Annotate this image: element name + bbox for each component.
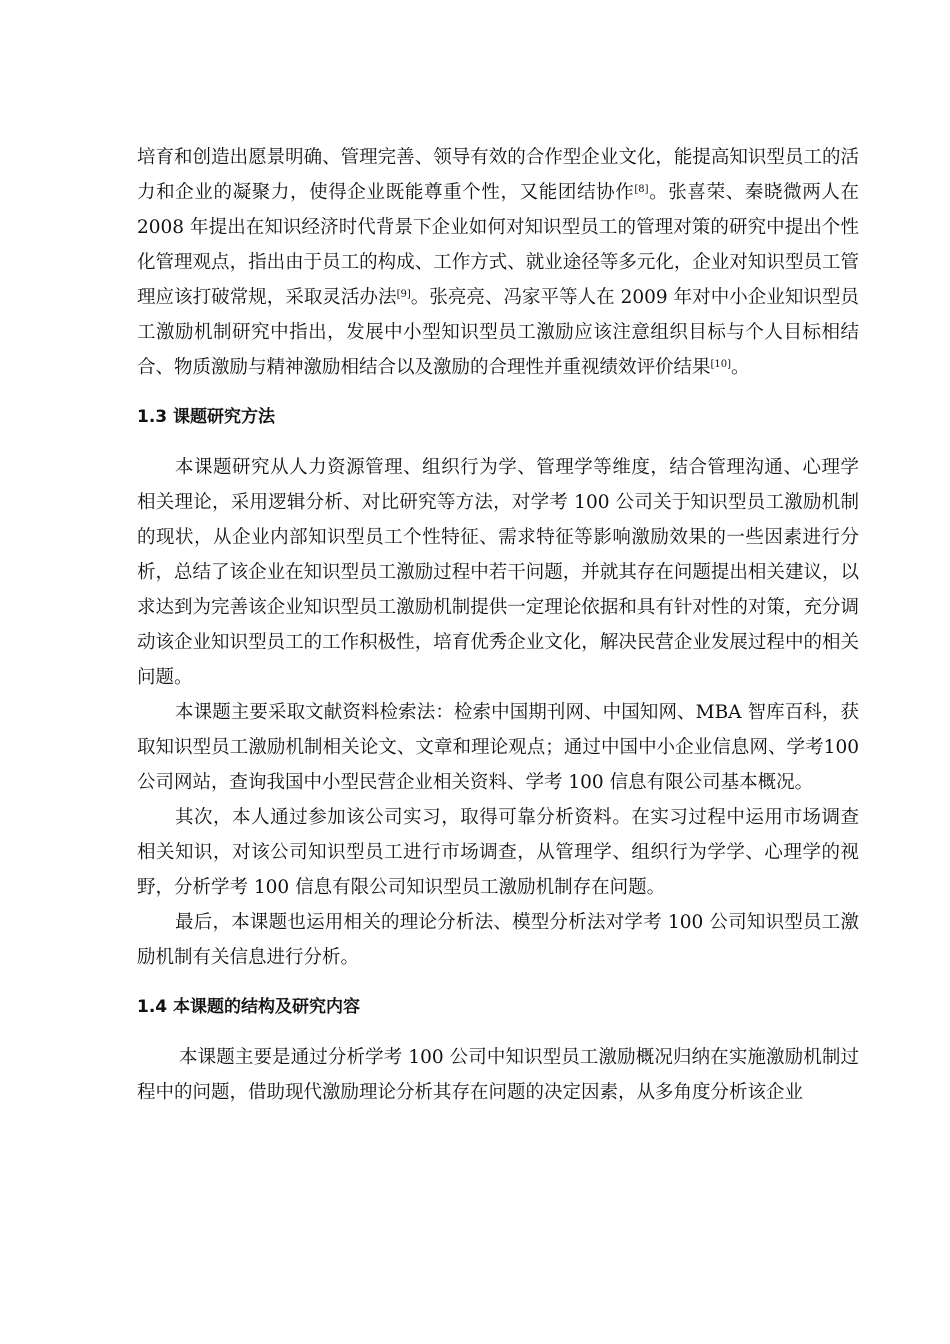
section-heading-1-3: 1.3 课题研究方法 — [137, 407, 276, 427]
intro-text-a: 培育和创造出愿景明确、管理完善、领导有效的合作型企业文化，能提高知识型员工的活力和企业的凝聚力，使得企业既能尊重个性，又能团结协作 — [137, 147, 859, 203]
section-heading-1-4: 1.4 本课题的结构及研究内容 — [137, 997, 361, 1017]
section-1-3-paragraph-1: 本课题研究从人力资源管理、组织行为学、管理学等维度，结合管理沟通、心理学相关理论，采用逻辑分析、对比研究等方法，对学考 100 公司关于知识型员工激励机制的现状，从企业内部知识型员工个性特征、需求特征等影响激励效果的一些因素进行分析，总结了该企业在知识型员工激励过程中若干问题，并就其存在问题提出相关建议，以求达到为完善该企业知识型员工激励机制提供一定理论依据和具有针对性的对策，充分调动该企业知识型员工的工作积极性，培育优秀企业文化，解决民营企业发展过程中的相关问题。 — [137, 457, 859, 688]
citation-10: [10] — [710, 359, 732, 370]
section-1-4-paragraph-1: 本课题主要是通过分析学考 100 公司中知识型员工激励概况归纳在实施激励机制过程中的问题，借助现代激励理论分析其存在问题的决定因素，从多角度分析该企业 — [137, 1047, 859, 1103]
intro-paragraph — [137, 140, 859, 385]
intro-text-d: 。 — [731, 357, 750, 378]
intro-text-b: 。张喜荣、秦晓微两人在 2008 年提出在知识经济时代背景下企业如何对知识型员工的管理对策的研究中提出个性化管理观点，指出由于员工的构成、工作方式、就业途径等多元化，企业对知识型员工管理应该打破常规，采取灵活办法 — [137, 182, 859, 308]
section-1-3-paragraph-3: 其次，本人通过参加该公司实习，取得可靠分析资料。在实习过程中运用市场调查相关知识，对该公司知识型员工进行市场调查，从管理学、组织行为学学、心理学的视野，分析学考 100 信息有限公司知识型员工激励机制存在问题。 — [137, 807, 859, 898]
citation-8: [8] — [634, 184, 649, 195]
section-1-3-paragraph-2: 本课题主要采取文献资料检索法：检索中国期刊网、中国知网、MBA 智库百科，获取知识型员工激励机制相关论文、文章和理论观点；通过中国中小企业信息网、学考100 公司网站，查询我国中小型民营企业相关资料、学考 100 信息有限公司基本概况。 — [137, 702, 859, 793]
section-1-3-paragraph-4: 最后，本课题也运用相关的理论分析法、模型分析法对学考 100 公司知识型员工激励机制有关信息进行分析。 — [137, 912, 859, 968]
intro-text-c: 。张亮亮、冯家平等人在 2009 年对中小企业知识型员工激励机制研究中指出，发展中小型知识型员工激励应该注意组织目标与个人目标相结合、物质激励与精神激励相结合以及激励的合理性并重视绩效评价结果 — [137, 287, 859, 378]
citation-9: [9] — [396, 289, 411, 300]
document-page — [137, 140, 859, 1110]
